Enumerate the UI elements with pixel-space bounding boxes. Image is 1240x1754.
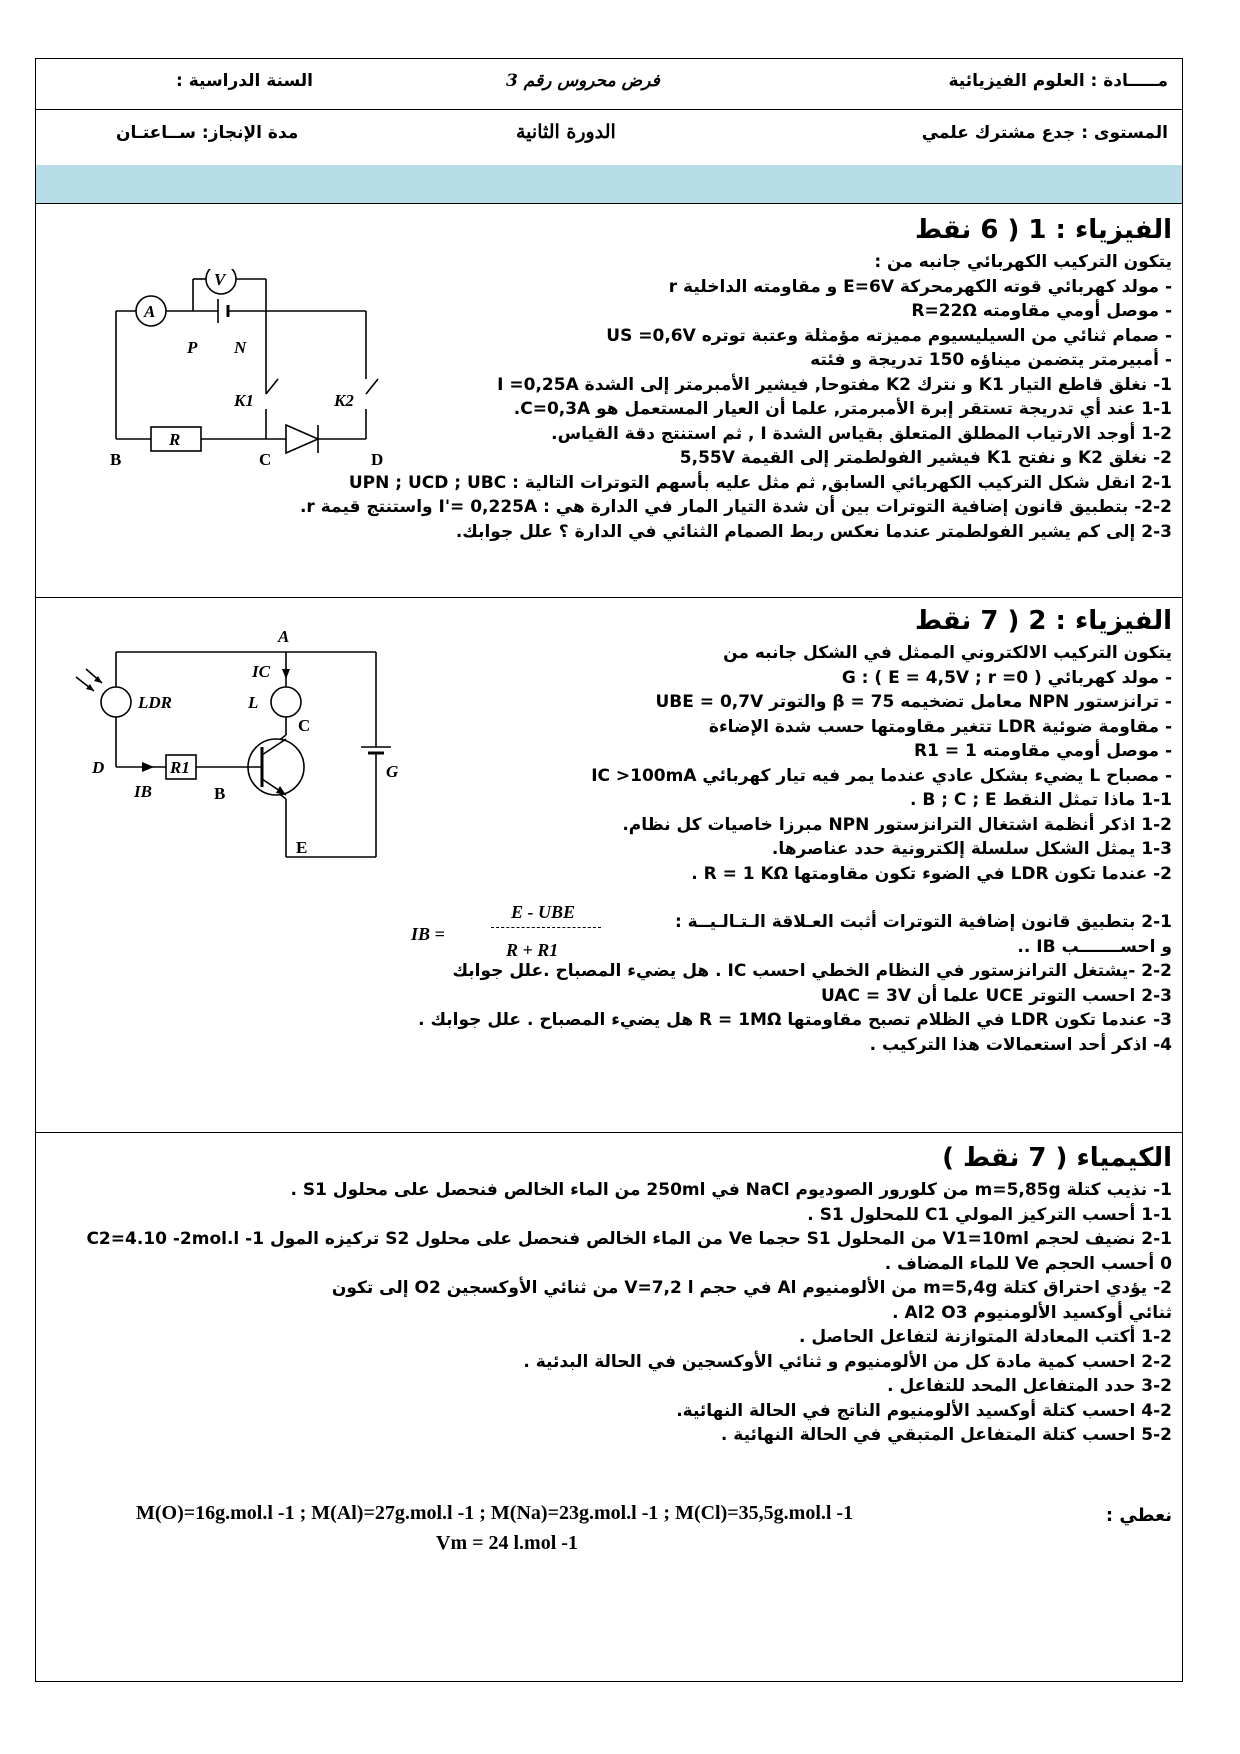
physics2-line: 1-2 اذكر أنظمة اشتغال الترانزستور NPN مبرزا خاصيات كل نظام. [622, 814, 1172, 835]
ib-label: IB [134, 782, 152, 801]
chemistry-line: 1-1 أحسب التركيز المولي C1 للمحلول S1 . [807, 1204, 1172, 1225]
duration-label: مدة الإنجاز: ســاعتـان [116, 123, 299, 143]
physics1-line: - صمام ثنائي من السيليسيوم مميزته مؤمثلة وعتبة توتره US =0,6V [606, 325, 1172, 346]
physics2-line: - ترانزستور NPN معامل تضخيمه β = 75 والتوتر UBE = 0,7V [655, 692, 1172, 712]
physics1-line: 1-2 أوجد الارتياب المطلق المتعلق بقياس الشدة I , ثم استنتج دقة القياس. [551, 423, 1172, 444]
subject-label: مـــــادة : العلوم الفيزيائية [948, 71, 1168, 91]
physics1-line: - مولد كهربائي قوته الكهرمحركة E=6V و مقاومته الداخلية r [668, 276, 1172, 297]
physics2-line: 1-3 يمثل الشكل سلسلة إلكترونية حدد عناصرها. [771, 839, 1172, 859]
node-p-label: P [187, 338, 198, 357]
chemistry-title: الكيمياء ( 7 نقط ) [942, 1143, 1172, 1173]
given-molar-masses: M(O)=16g.mol.l -1 ; M(Al)=27g.mol.l -1 ; M(Na)=23g.mol.l -1 ; M(Cl)=35,5g.mol.l -1 [136, 1502, 854, 1524]
circuit-diagram-2 [56, 627, 436, 882]
given-label: نعطي : [1105, 1505, 1172, 1526]
physics1-line: 2-3 إلى كم يشير الفولطمتر عندما نعكس ربط الصمام الثنائي في الدارة ؟ علل جوابك. [455, 521, 1172, 542]
exam-sheet [35, 58, 1183, 1682]
physics1-line: 2-2- بتطبيق قانون إضافية التوترات بين أن شدة التيار المار في الدارة هي : I'= 0,225A واستنتج قيمة r. [299, 497, 1172, 517]
switch-k1-label: K1 [234, 391, 254, 410]
physics1-line: 1-1 عند أي تدريجة تستقر إبرة الأمبرمتر, علما أن العيار المستعمل هو C=0,3A. [513, 399, 1172, 419]
physics2-line: 4- اذكر أحد استعمالات هذا التركيب . [869, 1034, 1172, 1055]
chemistry-line: 1-2 أكتب المعادلة المتوازنة لتفاعل الحاصل . [798, 1327, 1172, 1347]
lamp-icon [271, 687, 301, 717]
chemistry-line: 2- يؤدي احتراق كتلة m=5,4g من الألومنيوم Al في حجم V=7,2 l من ثنائي الأوكسجين O2 إلى تكون [331, 1278, 1172, 1298]
physics2-title: الفيزياء : 2 ( 7 نقط [914, 606, 1172, 636]
ldr-label: LDR [138, 693, 172, 712]
physics-exercise-1 [36, 204, 1182, 598]
physics1-line: - أمبيرمتر يتضمن ميناؤه 150 تدريجة و فئته [810, 350, 1172, 370]
physics2-line: و احســـــــب IB .. [1017, 936, 1172, 957]
physics1-line: يتكون التركيب الكهربائي جانبه من : [874, 252, 1172, 272]
node-b-label: B [214, 784, 226, 803]
physics2-line: 2-1 بتطبيق قانون إضافية التوترات أثبت العـلاقة الـتـالـيــة : [674, 912, 1172, 932]
node-b-label: B [110, 450, 122, 469]
ib-arrow-icon [142, 762, 154, 772]
lamp-label: L [248, 693, 259, 712]
physics2-line: 2-2 -يشتغل الترانزستور في النظام الخطي احسب IC . هل يضيء المصباح .علل جوابك [452, 961, 1172, 981]
node-d-label: D [371, 450, 384, 469]
physics2-line: - مولد كهربائي G : ( E = 4,5V ; r =0 ) [841, 667, 1172, 688]
level-label: المستوى : جدع مشترك علمي [921, 123, 1168, 143]
ic-label: IC [252, 662, 270, 681]
formula-lhs: IB = [411, 924, 445, 944]
exam-header [36, 59, 1182, 166]
formula-numerator: E - UBE [511, 902, 576, 922]
resistor-r1-label: R1 [170, 758, 190, 777]
voltmeter-label: V [214, 270, 226, 289]
exam-title: فرض محروس رقم 3 [506, 71, 660, 91]
resistor-label: R [169, 430, 181, 449]
chemistry-exercise [36, 1132, 1182, 1683]
node-c-label: C [298, 716, 311, 735]
ammeter-label: A [144, 302, 156, 321]
chemistry-line: 2-1 نضيف لحجم V1=10ml من المحلول S1 حجما Ve من الماء الخالص فنحصل على محلول S2 تركيزه المول C2=4.10 -2mol.l -1 [86, 1229, 1172, 1249]
node-d-label: D [92, 758, 105, 777]
chemistry-line: ثنائي أوكسيد الألومنيوم Al2 O3 . [892, 1302, 1172, 1323]
header-band [36, 165, 1182, 204]
physics1-line: 2- نغلق K2 و نفتح K1 فيشير الفولطمتر إلى القيمة 5,55V [679, 448, 1172, 468]
node-n-label: N [234, 338, 247, 357]
physics2-line: 2- عندما تكون LDR في الضوء تكون مقاومتها R = 1 KΩ . [691, 863, 1172, 884]
node-e-label: E [296, 838, 308, 857]
physics2-line: - مقاومة ضوئية LDR تتغير مقاومتها حسب شدة الإضاءة [708, 716, 1172, 737]
physics2-line: 1-1 ماذا تمثل النقط B ; C ; E . [909, 790, 1172, 810]
school-year-label: السنة الدراسية : [176, 71, 314, 91]
physics-exercise-2 [36, 597, 1182, 1133]
formula-denominator: R + R1 [506, 940, 559, 960]
generator-label: G [386, 762, 399, 781]
chemistry-line: 4-2 احسب كتلة أوكسيد الألومنيوم الناتج في الحالة النهائية. [676, 1400, 1172, 1421]
physics1-line: 2-1 انقل شكل التركيب الكهربائي السابق, ثم مثل عليه بأسهم التوترات التالية : UPN ; UCD ; UBC [348, 472, 1172, 493]
physics2-line: 3- عندما تكون LDR في الظلام تصبح مقاومتها R = 1MΩ هل يضيء المصباح . علل جوابك . [418, 1010, 1172, 1030]
node-c-label: C [259, 450, 272, 469]
chemistry-line: 5-2 احسب كتلة المتفاعل المتبقي في الحالة النهائية . [720, 1425, 1172, 1445]
physics2-line: - مصباح L يضيء بشكل عادي عندما يمر فيه تيار كهربائي IC >100mA [591, 765, 1172, 786]
physics2-line: - موصل أومي مقاومته R1 = 1 [914, 741, 1172, 761]
switch-k2-label: K2 [334, 391, 354, 410]
physics2-line: يتكون التركيب الالكتروني الممثل في الشكل جانبه من [723, 643, 1172, 663]
chemistry-line: 1- نذيب كتلة m=5,85g من كلورور الصوديوم NaCl في 250ml من الماء الخالص فنحصل على محلول S1 . [290, 1180, 1172, 1200]
physics1-line: - موصل أومي مقاومته R=22Ω [911, 301, 1172, 321]
physics1-line: 1- نغلق قاطع التيار K1 و نترك K2 مفتوحا, فيشير الأمبرمتر إلى الشدة I =0,25A [497, 374, 1172, 395]
physics2-line: 2-3 احسب التوتر UCE علما أن UAC = 3V [821, 985, 1172, 1006]
ic-arrow-icon [282, 669, 290, 679]
circuit-diagram-1 [106, 269, 436, 499]
given-molar-volume: Vm = 24 l.mol -1 [436, 1532, 578, 1554]
chemistry-line: 0 أحسب الحجم Ve للماء المضاف . [884, 1253, 1172, 1274]
physics1-title: الفيزياء : 1 ( 6 نقط [914, 215, 1172, 245]
chemistry-line: 3-2 حدد المتفاعل المحد للتفاعل . [887, 1376, 1172, 1396]
ib-formula [411, 902, 641, 972]
chemistry-line: 2-2 احسب كمية مادة كل من الألومنيوم و ثنائي الأوكسجين في الحالة البدئية . [523, 1351, 1172, 1372]
ldr-icon [101, 687, 131, 717]
diode-icon [286, 425, 318, 453]
node-a-label: A [278, 627, 290, 646]
session-label: الدورة الثانية [516, 121, 616, 143]
